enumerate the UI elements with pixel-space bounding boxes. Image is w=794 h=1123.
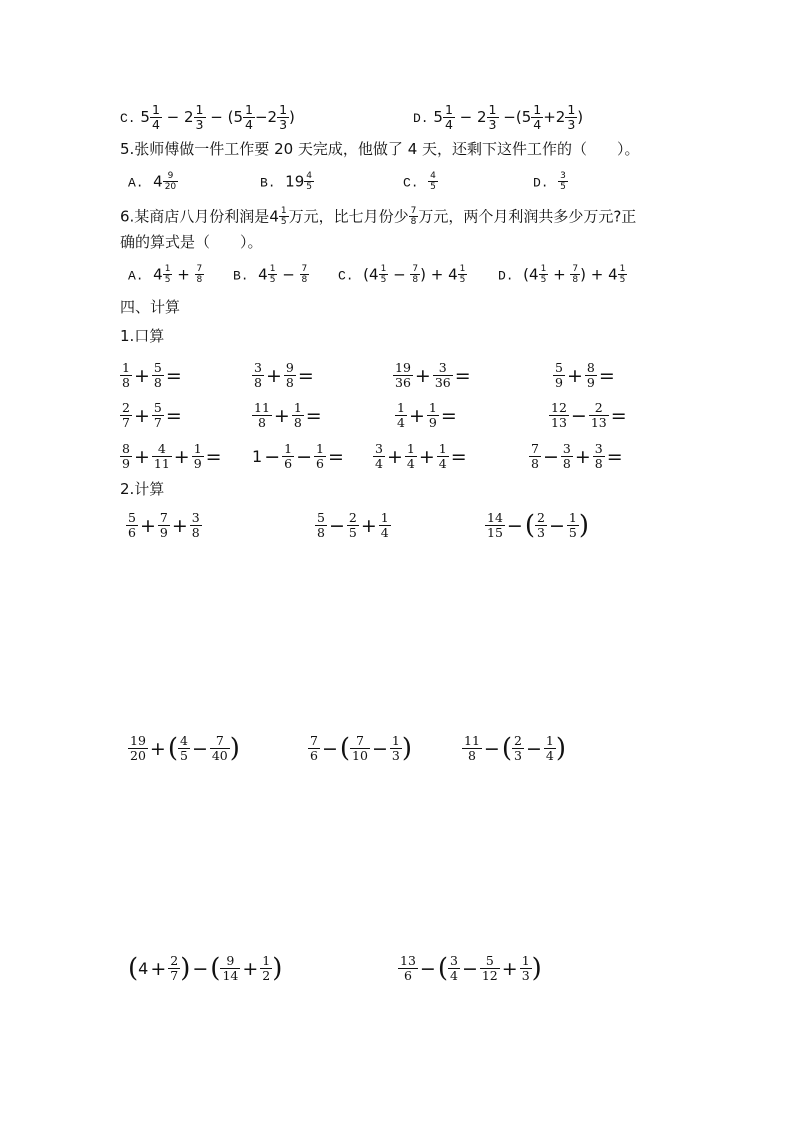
mental-problem-2: $\frac{3}{8}$ + $\frac{9}{8}$ = bbox=[254, 360, 314, 390]
option-label: C. bbox=[120, 111, 136, 126]
option-label: B. bbox=[260, 175, 276, 191]
calc-problem-7: (4 + $\frac{2}{7}$ ) −( $\frac{9}{14}$ + $\frac{1}{2}$ ) bbox=[128, 953, 283, 984]
q6-text-b: 万元，比七月份少 bbox=[288, 207, 409, 226]
q5-option-a[interactable]: A. 4 $\frac{9}{20}$ bbox=[128, 171, 177, 192]
q6-text-a: 6.某商店八月份利润是 bbox=[120, 207, 270, 226]
option-label: D. bbox=[413, 111, 429, 126]
option-label: D. bbox=[533, 175, 549, 191]
q5-option-d[interactable]: D. $\frac{3}{5}$ bbox=[533, 171, 566, 192]
calc-problem-2: $\frac{5}{8}$ − $\frac{2}{5}$ + $\frac{1}{4}$ bbox=[317, 510, 389, 540]
q6-option-a[interactable]: A. 4 $\frac{1}{5}$ + $\frac{7}{8}$ bbox=[128, 264, 203, 285]
q6-option-c[interactable]: C. (4 $\frac{1}{5}$ − $\frac{7}{8}$ ) + 4 $\frac{1}{5}$ bbox=[338, 264, 466, 285]
option-label: B. bbox=[233, 268, 249, 284]
mental-problem-4: $\frac{5}{9}$ + $\frac{8}{9}$ = bbox=[555, 360, 615, 390]
mental-problem-1: $\frac{1}{8}$ + $\frac{5}{8}$ = bbox=[122, 360, 182, 390]
q4-option-d[interactable]: D. 5 $\frac{1}{4}$ − 2 $\frac{1}{3}$ −(5 $\frac{1}{4}$ +2 $\frac{1}{3}$ ) bbox=[413, 102, 584, 132]
calc-problem-6: $\frac{11}{8}$ −( $\frac{2}{3}$ − $\frac{1}{4}$ ) bbox=[464, 733, 566, 764]
option-label: C. bbox=[403, 175, 419, 191]
q6-option-b[interactable]: B. 4 $\frac{1}{5}$ − $\frac{7}{8}$ bbox=[233, 264, 308, 285]
mental-problem-12: $\frac{7}{8}$ − $\frac{3}{8}$ + $\frac{3}{8}$ = bbox=[531, 441, 623, 471]
option-label: A. bbox=[128, 268, 144, 284]
q5-option-b[interactable]: B. 19 $\frac{4}{5}$ bbox=[260, 171, 312, 192]
question-6-text: 6.某商店八月份利润是4 $\frac{1}{5}$ 万元，比七月份少 $\frac{7}{8}$ 万元，两个月利润共多少万元?正 bbox=[120, 206, 637, 227]
calc-problem-1: $\frac{5}{6}$ + $\frac{7}{9}$ + $\frac{3}{8}$ bbox=[128, 510, 200, 540]
mental-problem-9: $\frac{8}{9}$ + $\frac{4}{11}$ + $\frac{1}{9}$ = bbox=[122, 441, 222, 471]
calc-problem-4: $\frac{19}{20}$ +( $\frac{4}{5}$ − $\frac{7}{40}$ ) bbox=[130, 733, 240, 764]
option-label: D. bbox=[498, 268, 514, 284]
q6-option-d[interactable]: D. (4 $\frac{1}{5}$ + $\frac{7}{8}$ ) + 4 $\frac{1}{5}$ bbox=[498, 264, 626, 285]
q5-option-c[interactable]: C. $\frac{4}{5}$ bbox=[403, 171, 436, 192]
mental-math-title: 1.口算 bbox=[120, 327, 165, 345]
calc-problem-3: $\frac{14}{15}$ −( $\frac{2}{3}$ − $\frac{1}{5}$ ) bbox=[487, 510, 589, 541]
mental-problem-10: 1 − $\frac{1}{6}$ − $\frac{1}{6}$ = bbox=[252, 441, 344, 471]
mental-problem-3: $\frac{19}{36}$ + $\frac{3}{36}$ = bbox=[395, 360, 471, 390]
mental-problem-7: $\frac{1}{4}$ + $\frac{1}{9}$ = bbox=[397, 400, 457, 430]
calc-title: 2.计算 bbox=[120, 480, 165, 498]
mental-problem-5: $\frac{2}{7}$ + $\frac{5}{7}$ = bbox=[122, 400, 182, 430]
question-6-text-line2: 确的算式是（ ）。 bbox=[120, 233, 263, 251]
calc-problem-8: $\frac{13}{6}$ −( $\frac{3}{4}$ − $\frac{5}{12}$ + $\frac{1}{3}$ ) bbox=[400, 953, 542, 984]
mental-problem-6: $\frac{11}{8}$ + $\frac{1}{8}$ = bbox=[254, 400, 322, 430]
question-5-text: 5.张师傅做一件工作要 20 天完成，他做了 4 天，还剩下这件工作的（ ）。 bbox=[120, 140, 640, 158]
calc-problem-5: $\frac{7}{6}$ −( $\frac{7}{10}$ − $\frac{1}{3}$ ) bbox=[310, 733, 412, 764]
mental-problem-8: $\frac{12}{13}$ − $\frac{2}{13}$ = bbox=[551, 400, 627, 430]
q4-option-c[interactable]: C. 5 $\frac{1}{4}$ − 2 $\frac{1}{3}$ − (5 $\frac{1}{4}$ −2 $\frac{1}{3}$ ) bbox=[120, 102, 295, 132]
option-label: A. bbox=[128, 175, 144, 191]
option-label: C. bbox=[338, 268, 354, 284]
section-title: 四、计算 bbox=[120, 298, 181, 316]
mental-problem-11: $\frac{3}{4}$ + $\frac{1}{4}$ + $\frac{1}{4}$ = bbox=[375, 441, 467, 471]
q6-text-c: 万元，两个月利润共多少万元?正 bbox=[418, 207, 637, 226]
